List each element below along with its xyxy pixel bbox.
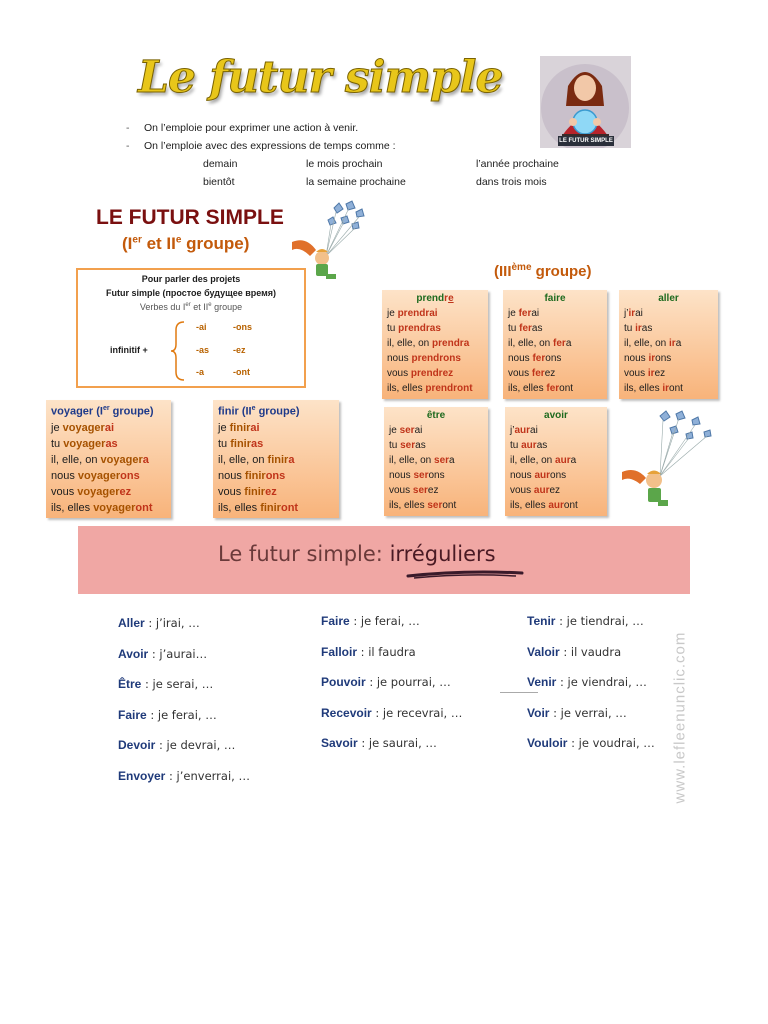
conjugation-line bbox=[387, 381, 483, 396]
verb-ending: ez bbox=[265, 485, 277, 498]
pronoun: nous bbox=[51, 469, 78, 482]
pronoun: ils, elles bbox=[510, 500, 549, 511]
irregular-verb-entry bbox=[321, 675, 451, 689]
rule-box bbox=[76, 268, 306, 388]
expression: l’année prochaine bbox=[476, 158, 559, 170]
conjugation-card-finir bbox=[213, 400, 339, 518]
verb-heading: aller bbox=[658, 293, 679, 304]
verb-ending: a bbox=[565, 338, 572, 349]
verb-ending: ont bbox=[559, 383, 574, 394]
conjugation-line bbox=[510, 483, 602, 498]
conjugation-card-faire bbox=[503, 290, 607, 399]
pronoun: tu bbox=[510, 440, 522, 451]
verb-stem: finir bbox=[244, 469, 266, 482]
divider bbox=[500, 692, 538, 693]
verb-stem: fer bbox=[553, 338, 566, 349]
conjugation-line bbox=[51, 484, 166, 500]
conjugation-line bbox=[389, 453, 483, 468]
conjugation-line bbox=[508, 366, 602, 381]
verb-stem: fer bbox=[519, 323, 532, 334]
verb-infinitive: Recevoir bbox=[321, 705, 372, 720]
irregular-verb-entry bbox=[321, 706, 462, 720]
conjugation-line bbox=[510, 498, 602, 513]
conjugation-line bbox=[510, 453, 602, 468]
subtitle-sup: e bbox=[175, 234, 182, 246]
verb-stem: prendrai bbox=[397, 308, 438, 319]
verb-heading: avoir bbox=[544, 410, 568, 421]
verb-stem: ser bbox=[413, 470, 429, 481]
verb-stem: ser bbox=[427, 500, 443, 511]
character-balloons-illustration bbox=[620, 410, 720, 518]
conjugation-card-aller bbox=[619, 290, 718, 399]
irregulars-title bbox=[218, 542, 496, 566]
section-title: LE FUTUR SIMPLE bbox=[96, 206, 284, 229]
verb-ending: ai bbox=[414, 425, 423, 436]
verb-stem: ir bbox=[662, 383, 670, 394]
pronoun: tu bbox=[508, 323, 520, 334]
verb-ending: ai bbox=[530, 425, 538, 436]
conjugation-line bbox=[218, 500, 334, 516]
irregular-verb-entry bbox=[527, 645, 621, 659]
group3-sup: ème bbox=[511, 262, 532, 273]
verb-ending: ont bbox=[563, 500, 578, 511]
irregular-verb-entry bbox=[527, 706, 627, 720]
banner-text: irréguliers bbox=[389, 542, 496, 566]
verb-ending: ons bbox=[545, 353, 562, 364]
verb-ending: as bbox=[641, 323, 653, 334]
rule-text: et II bbox=[190, 302, 209, 312]
pronoun: j’ bbox=[510, 425, 515, 436]
pronoun: ils, elles bbox=[508, 383, 547, 394]
verb-stem: prendrez bbox=[410, 368, 454, 379]
verb-infinitive: Venir bbox=[527, 675, 557, 689]
verb-form: : je pourrai, … bbox=[365, 675, 451, 689]
pronoun: il, elle, on bbox=[51, 453, 101, 466]
verb-stem: finir bbox=[267, 453, 289, 466]
rule-text: groupe bbox=[211, 302, 243, 312]
pronoun: je bbox=[51, 421, 63, 434]
conjugation-line bbox=[389, 498, 483, 513]
pronoun: vous bbox=[218, 485, 245, 498]
verb-infinitive: Vouloir bbox=[527, 736, 568, 750]
banner-text: Le futur simple: bbox=[218, 542, 390, 566]
verb-ending: ont bbox=[669, 383, 683, 394]
verb-stem: voyager bbox=[77, 485, 120, 498]
pronoun: tu bbox=[389, 440, 401, 451]
verb-stem: ser bbox=[434, 455, 450, 466]
conjugation-card-etre bbox=[384, 407, 488, 516]
verb-form: : je saurai, … bbox=[357, 736, 437, 750]
conjugation-line bbox=[51, 420, 166, 436]
ending: -ons bbox=[233, 322, 252, 332]
verb-heading: être bbox=[426, 410, 446, 421]
verb-infinitive: Faire bbox=[118, 707, 147, 722]
conjugation-line bbox=[218, 484, 334, 500]
verb-form: : je recevrai, … bbox=[371, 705, 463, 720]
expression: dans trois mois bbox=[476, 176, 547, 188]
expression: demain bbox=[203, 158, 238, 170]
conjugation-line bbox=[624, 336, 713, 351]
verb-infinitive: Devoir bbox=[118, 738, 156, 752]
verb-stem: prendras bbox=[398, 323, 441, 334]
verb-form: : j’enverrai, … bbox=[165, 768, 250, 783]
conjugation-line bbox=[218, 420, 334, 436]
verb-ending: ez bbox=[544, 368, 556, 379]
conjugation-line bbox=[624, 351, 713, 366]
pronoun: il, elle, on bbox=[624, 338, 670, 349]
verb-infinitive: Pouvoir bbox=[321, 675, 366, 689]
verb-stem: voyager bbox=[93, 501, 136, 514]
verb-infinitive: Faire bbox=[321, 614, 350, 628]
verb-form: : je ferai, … bbox=[349, 614, 420, 628]
verb-heading: prendre bbox=[416, 293, 454, 304]
pronoun: je bbox=[389, 425, 400, 436]
pronoun: ils, elles bbox=[51, 501, 94, 514]
verb-stem: ir bbox=[635, 323, 642, 334]
verb-stem: voyager bbox=[77, 469, 121, 482]
pronoun: il, elle, on bbox=[510, 455, 556, 466]
verb-stem: fer bbox=[518, 308, 532, 319]
conjugation-line bbox=[624, 381, 713, 396]
group3-text: groupe) bbox=[531, 263, 592, 280]
verb-form: : je tiendrai, … bbox=[555, 614, 644, 628]
expression: le mois prochain bbox=[306, 158, 383, 170]
verb-infinitive: Voir bbox=[527, 705, 550, 720]
verb-stem: aur bbox=[555, 455, 571, 466]
verb-stem: fer bbox=[532, 353, 546, 364]
verb-infinitive: Avoir bbox=[118, 646, 149, 661]
verb-stem: ir bbox=[628, 308, 636, 319]
conjugation-line bbox=[51, 468, 166, 484]
conjugation-line bbox=[624, 306, 713, 321]
ending: -ai bbox=[196, 322, 207, 332]
conjugation-line bbox=[624, 366, 713, 381]
conjugation-line bbox=[387, 366, 483, 381]
subtitle-text: groupe) bbox=[181, 234, 250, 253]
pronoun: tu bbox=[624, 323, 636, 334]
verb-stem: ir bbox=[669, 338, 676, 349]
image-caption: LE FUTUR SIMPLE bbox=[559, 138, 613, 144]
conjugation-line bbox=[389, 423, 483, 438]
verb-stem: aur bbox=[533, 485, 550, 496]
irregular-verb-entry bbox=[118, 738, 235, 752]
verb-heading: faire bbox=[544, 293, 566, 304]
irregular-verb-entry bbox=[118, 677, 213, 691]
irregular-verb-entry bbox=[118, 769, 250, 783]
pronoun: il, elle, on bbox=[389, 455, 435, 466]
verb-form: : il faudra bbox=[357, 644, 416, 659]
verb-form: : j’aurai… bbox=[148, 646, 208, 661]
conjugation-line bbox=[51, 500, 166, 516]
ending: -a bbox=[196, 367, 205, 377]
irregular-verb-entry bbox=[321, 736, 437, 750]
conjugation-line bbox=[389, 438, 483, 453]
irregular-verb-entry bbox=[527, 614, 644, 628]
irregular-verb-entry bbox=[527, 675, 647, 689]
pronoun: nous bbox=[218, 469, 245, 482]
pronoun: vous bbox=[508, 368, 532, 379]
bullet-text: On l’emploie avec des expressions de temps comme : bbox=[144, 140, 396, 152]
conjugation-line bbox=[218, 436, 334, 452]
verb-heading: voyager (Ier groupe) bbox=[51, 405, 154, 418]
verb-ending: ai bbox=[635, 308, 643, 319]
verb-infinitive: Envoyer bbox=[118, 768, 166, 783]
pronoun: vous bbox=[51, 485, 78, 498]
conjugation-line bbox=[218, 468, 334, 484]
pronoun: ils, elles bbox=[218, 501, 261, 514]
pronoun: vous bbox=[387, 368, 411, 379]
subtitle-sup: er bbox=[132, 234, 142, 246]
verb-ending: as bbox=[536, 440, 548, 451]
group3-text: (III bbox=[494, 263, 512, 280]
brush-underline bbox=[404, 568, 526, 580]
verb-infinitive: Aller bbox=[118, 616, 145, 630]
page-title: Le futur simple bbox=[138, 52, 503, 103]
verb-ending: ai bbox=[531, 308, 540, 319]
pronoun: nous bbox=[508, 353, 533, 364]
verb-ending: as bbox=[415, 440, 426, 451]
verb-ending: ez bbox=[654, 368, 666, 379]
conjugation-card-voyager bbox=[46, 400, 171, 518]
subtitle-text: (I bbox=[122, 234, 133, 253]
fortune-teller-image bbox=[540, 56, 631, 148]
conjugation-line bbox=[389, 483, 483, 498]
ending: -ont bbox=[233, 367, 250, 377]
pronoun: tu bbox=[51, 437, 64, 450]
verb-infinitive: Valoir bbox=[527, 644, 560, 659]
rule-line: Futur simple (простое будущее время) bbox=[105, 288, 277, 298]
verb-ending: ons bbox=[120, 469, 140, 482]
group3-title bbox=[494, 262, 592, 280]
verb-stem: voyager bbox=[100, 453, 143, 466]
ending: -ez bbox=[233, 345, 246, 355]
irregular-verb-entry bbox=[321, 614, 420, 628]
verb-stem: finir bbox=[230, 437, 252, 450]
conjugation-line bbox=[387, 321, 483, 336]
verb-stem: voyager bbox=[62, 421, 105, 434]
verb-stem: ir bbox=[647, 368, 655, 379]
watermark bbox=[665, 610, 695, 810]
verb-infinitive: Falloir bbox=[321, 644, 358, 659]
verb-ending: ez bbox=[549, 485, 561, 496]
verb-ending: a bbox=[142, 453, 149, 466]
conjugation-line bbox=[508, 321, 602, 336]
pronoun: je bbox=[508, 308, 519, 319]
verb-form: : je verrai, … bbox=[549, 705, 627, 720]
verb-ending: ons bbox=[655, 353, 672, 364]
verb-infinitive: Être bbox=[118, 677, 142, 691]
irregular-verb-entry bbox=[118, 647, 207, 661]
watermark-text: www.lefleenunclic.com bbox=[671, 631, 689, 804]
conjugation-line bbox=[389, 468, 483, 483]
rule-line bbox=[78, 302, 304, 312]
verb-stem: ir bbox=[648, 353, 656, 364]
verb-ending: ons bbox=[428, 470, 445, 481]
verb-form: : je voudrai, … bbox=[567, 736, 655, 750]
pronoun: je bbox=[218, 421, 230, 434]
conjugation-line bbox=[510, 423, 602, 438]
conjugation-line bbox=[624, 321, 713, 336]
verb-form: : il vaudra bbox=[559, 644, 622, 659]
verb-ending: ez bbox=[427, 485, 439, 496]
conjugation-line bbox=[387, 351, 483, 366]
pronoun: nous bbox=[624, 353, 649, 364]
verb-form: : j’irai, … bbox=[144, 616, 200, 630]
verb-stem: ser bbox=[412, 485, 428, 496]
pronoun: j’ bbox=[624, 308, 629, 319]
conjugation-line bbox=[387, 306, 483, 321]
pronoun: il, elle, on bbox=[218, 453, 268, 466]
conjugation-line bbox=[508, 351, 602, 366]
rule-sup: e bbox=[208, 302, 212, 308]
verb-stem: aur bbox=[521, 440, 537, 451]
verb-stem: finir bbox=[229, 421, 251, 434]
conjugation-card-avoir bbox=[505, 407, 607, 516]
verb-ending: as bbox=[251, 437, 264, 450]
verb-stem: voyager bbox=[63, 437, 106, 450]
pronoun: ils, elles bbox=[389, 500, 428, 511]
conjugation-line bbox=[508, 381, 602, 396]
pronoun: je bbox=[387, 308, 398, 319]
verb-form: : je serai, … bbox=[141, 677, 214, 691]
verb-form: : je viendrai, … bbox=[556, 675, 647, 689]
brace-icon bbox=[170, 320, 186, 382]
verb-infinitive: Savoir bbox=[321, 736, 358, 750]
verb-stem: aur bbox=[548, 500, 564, 511]
verb-stem: fer bbox=[531, 368, 545, 379]
rule-line: Pour parler des projets bbox=[141, 274, 241, 284]
bullet-usage-2: - On l’emploie avec des expressions de temps comme : bbox=[126, 140, 396, 152]
irregular-verb-entry bbox=[118, 616, 200, 630]
verb-stem: ser bbox=[400, 440, 416, 451]
expression: la semaine prochaine bbox=[306, 176, 406, 188]
irregular-verb-entry bbox=[527, 736, 655, 750]
pronoun: nous bbox=[510, 470, 535, 481]
infinitif-label: infinitif + bbox=[110, 345, 148, 355]
conjugation-line bbox=[510, 438, 602, 453]
verb-ending: ai bbox=[104, 421, 115, 434]
conjugation-line bbox=[51, 452, 166, 468]
verb-form: : je ferai, … bbox=[146, 707, 217, 722]
pronoun: tu bbox=[387, 323, 399, 334]
pronoun: vous bbox=[510, 485, 534, 496]
verb-stem: ser bbox=[399, 425, 415, 436]
verb-stem: fer bbox=[546, 383, 560, 394]
verb-ending: a bbox=[570, 455, 577, 466]
conjugation-line bbox=[51, 436, 166, 452]
verb-infinitive: Tenir bbox=[527, 614, 556, 628]
irregular-verb-entry bbox=[118, 708, 217, 722]
rule-sup: er bbox=[185, 302, 191, 308]
verb-ending: ez bbox=[119, 485, 132, 498]
conjugation-card-prendre bbox=[382, 290, 488, 399]
verb-stem: aur bbox=[514, 425, 531, 436]
conjugation-line bbox=[218, 452, 334, 468]
subtitle-text: et II bbox=[141, 234, 176, 253]
verb-ending: a bbox=[449, 455, 455, 466]
expression: bientôt bbox=[203, 176, 235, 188]
irregular-verb-entry bbox=[321, 645, 416, 659]
pronoun: vous bbox=[389, 485, 413, 496]
conjugation-line bbox=[508, 336, 602, 351]
verb-stem: finir bbox=[244, 485, 266, 498]
conjugation-line bbox=[508, 306, 602, 321]
verb-ending: ont bbox=[442, 500, 457, 511]
verb-stem: prendra bbox=[432, 338, 470, 349]
pronoun: il, elle, on bbox=[508, 338, 554, 349]
pronoun: vous bbox=[624, 368, 648, 379]
pronoun: ils, elles bbox=[387, 383, 426, 394]
verb-ending: ons bbox=[265, 469, 286, 482]
verb-stem: finir bbox=[260, 501, 281, 514]
pronoun: il, elle, on bbox=[387, 338, 433, 349]
conjugation-line bbox=[510, 468, 602, 483]
verb-ending: ont bbox=[280, 501, 299, 514]
bullet-text: On l’emploie pour exprimer une action à venir. bbox=[144, 122, 359, 134]
pronoun: nous bbox=[389, 470, 414, 481]
pronoun: ils, elles bbox=[624, 383, 663, 394]
pronoun: tu bbox=[218, 437, 231, 450]
pronoun: nous bbox=[387, 353, 412, 364]
verb-ending: a bbox=[675, 338, 682, 349]
verb-heading: finir (IIe groupe) bbox=[218, 405, 300, 418]
conjugation-line bbox=[387, 336, 483, 351]
verb-ending: ont bbox=[135, 501, 153, 514]
verb-stem: prendrons bbox=[411, 353, 461, 364]
verb-form: : je devrai, … bbox=[155, 738, 236, 752]
verb-stem: aur bbox=[534, 470, 551, 481]
ending: -as bbox=[196, 345, 210, 355]
verb-ending: ons bbox=[550, 470, 567, 481]
bullet-usage-1: - On l’emploie pour exprimer une action à venir. bbox=[126, 122, 359, 134]
verb-stem: prendront bbox=[425, 383, 473, 394]
verb-ending: ai bbox=[250, 421, 260, 434]
verb-ending: a bbox=[288, 453, 295, 466]
rule-text: Verbes du I bbox=[139, 302, 186, 312]
verb-ending: as bbox=[531, 323, 543, 334]
section-subtitle bbox=[122, 234, 249, 254]
verb-ending: as bbox=[105, 437, 118, 450]
